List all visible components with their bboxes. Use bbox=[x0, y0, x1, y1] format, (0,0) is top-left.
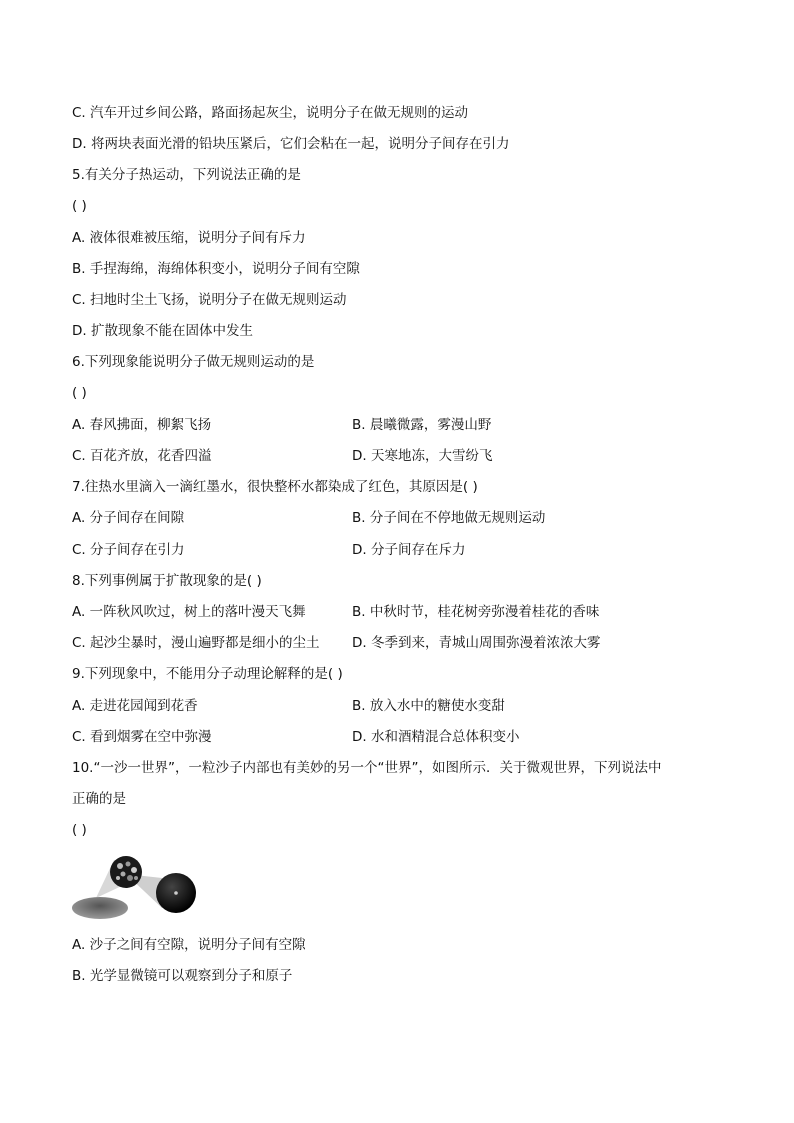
q6-option-d: D. 天寒地冻，大雪纷飞 bbox=[352, 448, 493, 464]
q5-stem: 5.有关分子热运动，下列说法正确的是 bbox=[72, 167, 301, 183]
q5-option-b: B. 手捏海绵，海绵体积变小，说明分子间有空隙 bbox=[72, 261, 360, 277]
q7-option-a: A. 分子间存在间隙 bbox=[72, 510, 185, 526]
q6-option-b: B. 晨曦微露，雾漫山野 bbox=[352, 417, 492, 433]
q9-option-a: A. 走进花园闻到花香 bbox=[72, 698, 198, 714]
q7-option-d: D. 分子间存在斥力 bbox=[352, 542, 466, 558]
q6-stem: 6.下列现象能说明分子做无规则运动的是 bbox=[72, 354, 315, 370]
q5-answer-paren: ( ) bbox=[72, 198, 87, 214]
q7-option-b: B. 分子间在不停地做无规则运动 bbox=[352, 510, 546, 526]
q4-option-c: C. 汽车开过乡间公路，路面扬起灰尘，说明分子在做无规则的运动 bbox=[72, 105, 469, 121]
sand-grain-figure bbox=[70, 850, 202, 922]
q7-stem: 7.往热水里滴入一滴红墨水，很快整杯水都染成了红色，其原因是( ) bbox=[72, 479, 478, 495]
q6-option-c: C. 百花齐放，花香四溢 bbox=[72, 448, 212, 464]
q9-stem: 9.下列现象中，不能用分子动理论解释的是( ) bbox=[72, 666, 343, 682]
q9-option-d: D. 水和酒精混合总体积变小 bbox=[352, 729, 520, 745]
q8-stem: 8.下列事例属于扩散现象的是( ) bbox=[72, 573, 262, 589]
q9-option-b: B. 放入水中的糖使水变甜 bbox=[352, 698, 505, 714]
q5-option-a: A. 液体很难被压缩，说明分子间有斥力 bbox=[72, 230, 306, 246]
q7-option-c: C. 分子间存在引力 bbox=[72, 542, 185, 558]
q9-option-c: C. 看到烟雾在空中弥漫 bbox=[72, 729, 212, 745]
q6-option-a: A. 春风拂面，柳絮飞扬 bbox=[72, 417, 212, 433]
q8-option-b: B. 中秋时节，桂花树旁弥漫着桂花的香味 bbox=[352, 604, 600, 620]
q5-option-d: D. 扩散现象不能在固体中发生 bbox=[72, 323, 253, 339]
q4-option-d: D. 将两块表面光滑的铅块压紧后，它们会粘在一起，说明分子间存在引力 bbox=[72, 136, 510, 152]
q10-stem-line1: 10.“一沙一世界”，一粒沙子内部也有美妙的另一个“世界”，如图所示．关于微观世界，下列说法中 bbox=[72, 760, 662, 776]
q10-answer-paren: ( ) bbox=[72, 822, 87, 838]
q10-option-a: A. 沙子之间有空隙，说明分子间有空隙 bbox=[72, 937, 306, 953]
q6-answer-paren: ( ) bbox=[72, 385, 87, 401]
q8-option-c: C. 起沙尘暴时，漫山遍野都是细小的尘土 bbox=[72, 635, 320, 651]
q8-option-d: D. 冬季到来，青城山周围弥漫着浓浓大雾 bbox=[352, 635, 601, 651]
q10-stem-line2: 正确的是 bbox=[72, 791, 126, 807]
q5-option-c: C. 扫地时尘土飞扬，说明分子在做无规则运动 bbox=[72, 292, 347, 308]
q8-option-a: A. 一阵秋风吹过，树上的落叶漫天飞舞 bbox=[72, 604, 306, 620]
q10-option-b: B. 光学显微镜可以观察到分子和原子 bbox=[72, 968, 293, 984]
